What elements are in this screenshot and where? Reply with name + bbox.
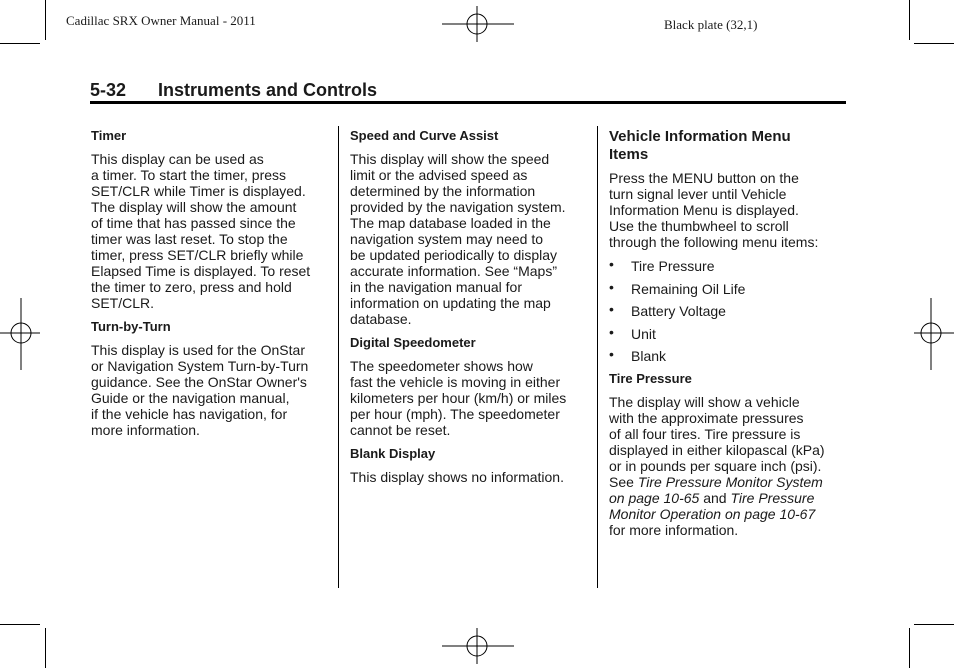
- text-line: determined by the information: [350, 183, 536, 199]
- text-line: provided by the navigation system.: [350, 199, 566, 215]
- menu-items-list: [609, 258, 849, 364]
- list-item: • Blank: [609, 348, 849, 364]
- speed-curve-paragraph: [350, 151, 590, 327]
- cross-reference-link[interactable]: Monitor Operation on page 10-67: [609, 505, 816, 522]
- timer-heading: Timer: [91, 128, 127, 143]
- text-line: kilometers per hour (km/h) or miles: [350, 390, 567, 406]
- crop-mark: [909, 0, 910, 40]
- crop-mark: [0, 624, 40, 625]
- crop-mark: [909, 628, 910, 668]
- title-rule: [90, 101, 846, 104]
- text-line: with the approximate pressures: [609, 409, 804, 426]
- text-line: timer, press SET/CLR briefly while: [91, 247, 304, 263]
- text-line: through the following menu items:: [609, 234, 819, 250]
- registration-mark-icon: [914, 298, 954, 370]
- text-line: cannot be reset.: [350, 422, 451, 438]
- timer-paragraph: [91, 151, 331, 311]
- text-line: the timer to zero, press and hold: [91, 279, 292, 295]
- text-line: turn signal lever until Vehicle: [609, 186, 787, 202]
- crop-mark: [45, 628, 46, 668]
- list-item: • Remaining Oil Life: [609, 281, 849, 297]
- turn-by-turn-heading: Turn-by-Turn: [91, 319, 171, 334]
- text-line: of time that has passed since the: [91, 215, 296, 231]
- cross-reference-link[interactable]: Tire Pressure Monitor System: [637, 473, 823, 490]
- registration-mark-icon: [442, 6, 514, 42]
- text-line: or in pounds per square inch (psi).: [609, 457, 822, 474]
- vehicle-info-menu-heading: [609, 128, 849, 164]
- section-title: [90, 80, 377, 101]
- text-line: a timer. To start the timer, press: [91, 167, 287, 183]
- text-line: This display shows no information.: [350, 469, 564, 485]
- cross-reference-link[interactable]: Tire Pressure: [730, 489, 815, 506]
- text-line: Press the MENU button on the: [609, 170, 799, 186]
- text-line: guidance. See the OnStar Owner's: [91, 374, 307, 390]
- text-line: This display will show the speed: [350, 151, 550, 167]
- text-line: This display is used for the OnStar: [91, 342, 305, 358]
- blank-display-heading: Blank Display: [350, 446, 436, 461]
- text-line: SET/CLR.: [91, 295, 155, 311]
- text-line: The display will show the amount: [91, 199, 297, 215]
- text-line: or Navigation System Turn-by-Turn: [91, 358, 309, 374]
- digital-speedometer-paragraph: [350, 358, 590, 438]
- text-line: more information.: [91, 422, 200, 438]
- text-line: SET/CLR while Timer is displayed.: [91, 183, 306, 199]
- crop-mark: [914, 43, 954, 44]
- text-line: Guide or the navigation manual,: [91, 390, 290, 406]
- text-line: fast the vehicle is moving in either: [350, 374, 561, 390]
- heading-line: Vehicle Information Menu: [609, 128, 791, 145]
- text-line: in the navigation manual for: [350, 279, 522, 295]
- blank-display-paragraph: [350, 469, 590, 485]
- text-fragment: and: [699, 489, 731, 506]
- speed-curve-heading: Speed and Curve Assist: [350, 128, 499, 143]
- text-line: limit or the advised speed as: [350, 167, 528, 183]
- crop-mark: [914, 624, 954, 625]
- text-line: if the vehicle has navigation, for: [91, 406, 288, 422]
- text-line: for more information.: [609, 521, 739, 538]
- text-line: of all four tires. Tire pressure is: [609, 425, 801, 442]
- text-line: displayed in either kilopascal (kPa): [609, 441, 825, 458]
- list-item: • Battery Voltage: [609, 303, 849, 319]
- registration-mark-icon: [442, 628, 514, 664]
- text-line: per hour (mph). The speedometer: [350, 406, 560, 422]
- text-line: The display will show a vehicle: [609, 393, 800, 410]
- chapter-title: Instruments and Controls: [158, 80, 378, 100]
- registration-mark-icon: [0, 298, 40, 370]
- text-line: accurate information. See “Maps”: [350, 263, 557, 279]
- crop-mark: [0, 43, 40, 44]
- list-item: • Tire Pressure: [609, 258, 849, 274]
- header-manual-title: Cadillac SRX Owner Manual - 2011: [66, 13, 256, 28]
- text-line: The speedometer shows how: [350, 358, 533, 374]
- text-line: This display can be used as: [91, 151, 264, 167]
- column-2: [350, 126, 590, 493]
- page-number: 5-32: [90, 80, 127, 100]
- digital-speedometer-heading: Digital Speedometer: [350, 335, 476, 350]
- column-1: [91, 126, 331, 446]
- text-line: be updated periodically to display: [350, 247, 558, 263]
- column-divider: [338, 126, 339, 588]
- text-line: Information Menu is displayed.: [609, 202, 799, 218]
- tire-pressure-heading: Tire Pressure: [609, 370, 692, 386]
- heading-line: Items: [609, 146, 649, 163]
- vehicle-info-menu-paragraph: [609, 170, 849, 250]
- text-line: Elapsed Time is displayed. To reset: [91, 263, 311, 279]
- text-line: navigation system may need to: [350, 231, 543, 247]
- column-divider: [597, 126, 598, 588]
- text-line: timer was last reset. To stop the: [91, 231, 288, 247]
- crop-mark: [45, 0, 46, 40]
- text-line: database.: [350, 311, 412, 327]
- column-3: [609, 126, 849, 546]
- text-line: Use the thumbwheel to scroll: [609, 218, 789, 234]
- text-line: The map database loaded in the: [350, 215, 551, 231]
- text-fragment: See: [609, 473, 638, 490]
- tire-pressure-paragraph: [609, 394, 849, 538]
- turn-by-turn-paragraph: [91, 342, 331, 438]
- text-line: information on updating the map: [350, 295, 551, 311]
- header-plate-label: Black plate (32,1): [664, 17, 758, 32]
- list-item: • Unit: [609, 326, 849, 342]
- cross-reference-link[interactable]: on page 10-65: [609, 489, 700, 506]
